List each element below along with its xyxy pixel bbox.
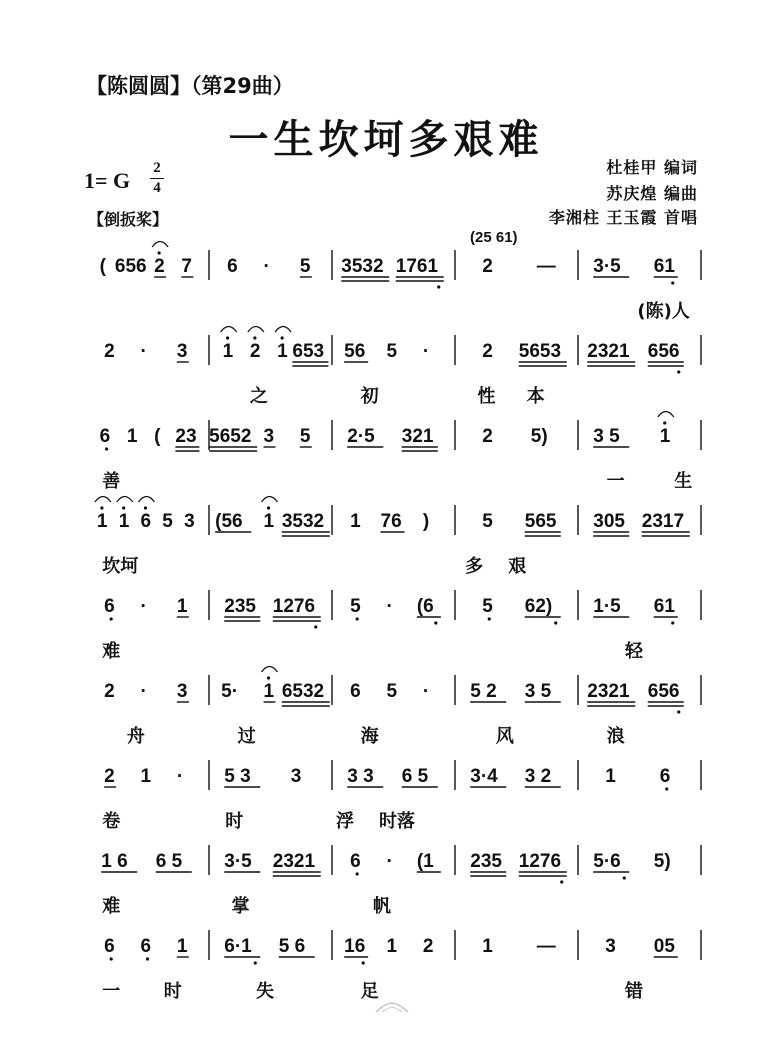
high-octave-dot <box>158 251 161 254</box>
note-group: 6 <box>659 766 671 787</box>
note-group: 6 <box>99 426 111 447</box>
lyric-text: 善 <box>102 471 121 492</box>
note-group: 3 5 <box>593 426 620 447</box>
lyric-text: 坎坷 <box>102 556 139 577</box>
note-group: ( <box>154 426 161 447</box>
lyric-text: 海 <box>360 726 379 747</box>
note-group: 321 <box>401 426 434 447</box>
note-group: 3 5 <box>524 681 552 702</box>
note-group: 2 <box>104 341 115 362</box>
note-group: 5 2 <box>470 681 497 702</box>
ornament-icon <box>374 1000 410 1016</box>
note-group: 62) <box>524 596 553 617</box>
note-group: 5 <box>386 341 398 362</box>
note-group: 5652 <box>209 426 252 447</box>
note-group: 6532 <box>281 681 325 702</box>
note-group: 6 <box>350 681 361 702</box>
high-octave-dot <box>253 336 256 339</box>
slur-mark <box>152 242 168 248</box>
note-group: 6 <box>140 511 152 532</box>
note-group: 1 <box>386 936 398 957</box>
note-group: 5 <box>299 256 311 277</box>
pickup-notes: (25 61) <box>470 229 518 246</box>
low-octave-dot <box>110 957 113 960</box>
note-group: 656 <box>647 341 680 362</box>
low-octave-dot <box>623 876 626 879</box>
note-group: — <box>536 256 556 277</box>
note-group: 1 <box>482 936 493 957</box>
key-signature: 1= G <box>84 168 131 193</box>
note-group: 56 <box>344 341 366 362</box>
slur-mark <box>658 412 674 418</box>
note-group: 3532 <box>281 511 325 532</box>
note-group: 1 <box>263 511 275 532</box>
note-group: 3 <box>605 936 616 957</box>
note-group: 1276 <box>272 596 316 617</box>
note-group: 5 <box>386 681 398 702</box>
note-group: 2321 <box>272 851 316 872</box>
lyric-text: 错 <box>625 981 644 1002</box>
opera-title: 【陈圆圆】（第29曲） <box>86 74 294 98</box>
high-octave-dot <box>281 336 284 339</box>
note-group: 5 3 <box>224 766 251 787</box>
low-octave-dot <box>110 617 113 620</box>
lyric-text: 艰 <box>508 556 527 577</box>
note-group: 5· <box>221 681 239 702</box>
note-group: 2 <box>249 341 261 362</box>
note-group: ) <box>422 511 430 532</box>
note-group: 16 <box>344 936 366 957</box>
note-group: 1 <box>263 681 275 702</box>
low-octave-dot <box>671 621 674 624</box>
note-group: · <box>422 341 430 362</box>
note-group: 2 <box>482 256 493 277</box>
note-group: 5 6 <box>278 936 306 957</box>
note-group: 6 <box>104 596 115 617</box>
low-octave-dot <box>105 447 108 450</box>
note-group: 1 <box>222 341 234 362</box>
high-octave-dot <box>267 506 270 509</box>
lyric-text: 帆 <box>372 896 391 917</box>
note-group: 1 <box>605 766 616 787</box>
note-group: 1 6 <box>101 851 128 872</box>
note-group: 235 <box>224 596 256 617</box>
high-octave-dot <box>144 506 147 509</box>
note-group: 5) <box>653 851 671 872</box>
high-octave-dot <box>226 336 229 339</box>
low-octave-dot <box>356 617 359 620</box>
slur-mark <box>117 497 133 503</box>
lyric-text: 难 <box>102 641 121 662</box>
note-group: 656 <box>114 256 147 277</box>
note-group: 2 <box>154 256 165 277</box>
note-group: 2 <box>482 341 493 362</box>
note-group: 1 <box>96 511 108 532</box>
note-group: 235 <box>470 851 502 872</box>
note-group: 5653 <box>518 341 562 362</box>
note-group: 1761 <box>395 256 439 277</box>
note-group: 2 <box>482 426 493 447</box>
note-group: 5 <box>162 511 173 532</box>
note-group: 2 <box>422 936 434 957</box>
note-group: 1 <box>118 511 130 532</box>
note-group: 3 <box>176 681 188 702</box>
slur-mark <box>262 497 278 503</box>
note-group: 5 <box>482 596 493 617</box>
low-octave-dot <box>665 787 668 790</box>
lyric-text: 一 <box>606 471 625 492</box>
note-group: 1 <box>277 341 288 362</box>
note-group: 3 <box>176 341 188 362</box>
lyric-text: 本 <box>526 386 545 407</box>
note-group: 76 <box>380 511 402 532</box>
note-group: 6·1 <box>224 936 252 957</box>
note-group: 3·5 <box>593 256 621 277</box>
note-group: 6 5 <box>155 851 183 872</box>
note-group: 1 <box>176 936 188 957</box>
note-group: 5·6 <box>593 851 621 872</box>
lyric-text: 一 <box>102 981 121 1002</box>
note-group: 1·5 <box>593 596 621 617</box>
note-group: 1276 <box>518 851 562 872</box>
high-octave-dot <box>663 421 666 424</box>
note-group: 3 <box>290 766 302 787</box>
note-group: 3 <box>263 426 275 447</box>
note-group: 05 <box>653 936 675 957</box>
note-group: 1 <box>126 426 138 447</box>
note-group: ( <box>99 256 106 277</box>
note-group: 23 <box>175 426 197 447</box>
note-group: 3 <box>184 511 195 532</box>
note-group: 3·4 <box>470 766 498 787</box>
time-denominator: 4 <box>153 180 161 196</box>
low-octave-dot <box>554 621 557 624</box>
low-octave-dot <box>677 370 680 373</box>
note-group: 1 <box>176 596 188 617</box>
slur-mark <box>221 327 237 333</box>
lyric-text: 舟 <box>126 726 145 747</box>
note-group: (56 <box>215 511 243 532</box>
note-group: 61 <box>653 596 675 617</box>
high-octave-dot <box>122 506 125 509</box>
note-group: · <box>140 681 147 702</box>
slur-mark <box>262 667 278 673</box>
note-group: 6 <box>104 936 115 957</box>
low-octave-dot <box>560 880 563 883</box>
note-group: · <box>386 596 393 617</box>
lyric-text: 难 <box>102 896 121 917</box>
note-group: 1 <box>659 426 671 447</box>
note-group: 7 <box>181 256 192 277</box>
slur-mark <box>95 497 111 503</box>
note-group: 61 <box>653 256 675 277</box>
note-group: 5 <box>482 511 493 532</box>
low-octave-dot <box>437 285 440 288</box>
low-octave-dot <box>356 872 359 875</box>
lyric-text: 性 <box>477 386 496 407</box>
low-octave-dot <box>254 961 257 964</box>
low-octave-dot <box>434 621 437 624</box>
note-group: · <box>176 766 184 787</box>
low-octave-dot <box>671 281 674 284</box>
note-group: 2·5 <box>347 426 375 447</box>
note-group: 1 <box>140 766 152 787</box>
composer-credit: 苏庆煌 编曲 <box>606 184 698 203</box>
lyric-text: 浮 <box>336 811 354 832</box>
note-group: 6 <box>140 936 152 957</box>
note-group: 6 <box>350 851 361 872</box>
singer-credit: 李湘柱 王玉霞 首唱 <box>548 208 698 227</box>
low-octave-dot <box>362 961 365 964</box>
note-group: · <box>140 341 147 362</box>
note-group: 5 <box>299 426 311 447</box>
tune-type-label: 【倒扳桨】 <box>88 210 169 229</box>
lyric-text: 卷 <box>102 811 121 832</box>
lyric-text: 时 <box>163 981 182 1002</box>
lyric-text: 足 <box>360 981 379 1002</box>
note-group: (1 <box>416 851 434 872</box>
low-octave-dot <box>146 957 149 960</box>
low-octave-dot <box>488 617 491 620</box>
lyric-text: 失 <box>256 981 275 1002</box>
note-group: 653 <box>292 341 325 362</box>
note-group: 5 <box>350 596 361 617</box>
note-group: 2321 <box>587 681 630 702</box>
note-group: 3 2 <box>524 766 552 787</box>
lyric-text: (陈)人 <box>637 301 690 322</box>
lyric-text: 初 <box>360 386 379 407</box>
song-title: 一生坎坷多艰难 <box>228 116 544 163</box>
lyric-text: 时 <box>225 811 244 832</box>
note-group: · <box>263 256 270 277</box>
note-group: · <box>422 681 430 702</box>
note-group: — <box>536 936 556 957</box>
note-group: 305 <box>593 511 625 532</box>
note-group: 2321 <box>587 341 630 362</box>
note-group: 3·5 <box>224 851 252 872</box>
lyric-text: 生 <box>674 471 693 492</box>
lyric-text: 风 <box>495 726 514 747</box>
lyric-text: 掌 <box>231 896 250 917</box>
note-group: 656 <box>647 681 680 702</box>
note-group: (6 <box>416 596 434 617</box>
lyric-text: 时落 <box>379 811 416 832</box>
note-group: 2317 <box>641 511 685 532</box>
low-octave-dot <box>314 625 317 628</box>
slur-mark <box>275 327 291 333</box>
high-octave-dot <box>267 676 270 679</box>
note-group: 2 <box>104 766 115 787</box>
lyricist-credit: 杜桂甲 编词 <box>606 158 698 177</box>
note-group: 3 3 <box>347 766 374 787</box>
note-group: 6 <box>227 256 238 277</box>
slur-mark <box>248 327 264 333</box>
lyric-text: 轻 <box>625 641 644 662</box>
lyric-text: 过 <box>237 726 256 747</box>
note-group: · <box>140 596 147 617</box>
note-group: 1 <box>350 511 361 532</box>
lyric-text: 浪 <box>606 726 625 747</box>
note-group: 565 <box>524 511 557 532</box>
high-octave-dot <box>100 506 103 509</box>
note-group: 5) <box>530 426 548 447</box>
low-octave-dot <box>677 710 680 713</box>
time-numerator: 2 <box>153 160 161 176</box>
note-group: · <box>386 851 393 872</box>
note-group: 2 <box>104 681 115 702</box>
lyric-text: 之 <box>249 386 268 407</box>
note-group: 3532 <box>341 256 384 277</box>
lyric-text: 多 <box>465 556 484 577</box>
slur-mark <box>139 497 155 503</box>
note-group: 6 5 <box>401 766 429 787</box>
